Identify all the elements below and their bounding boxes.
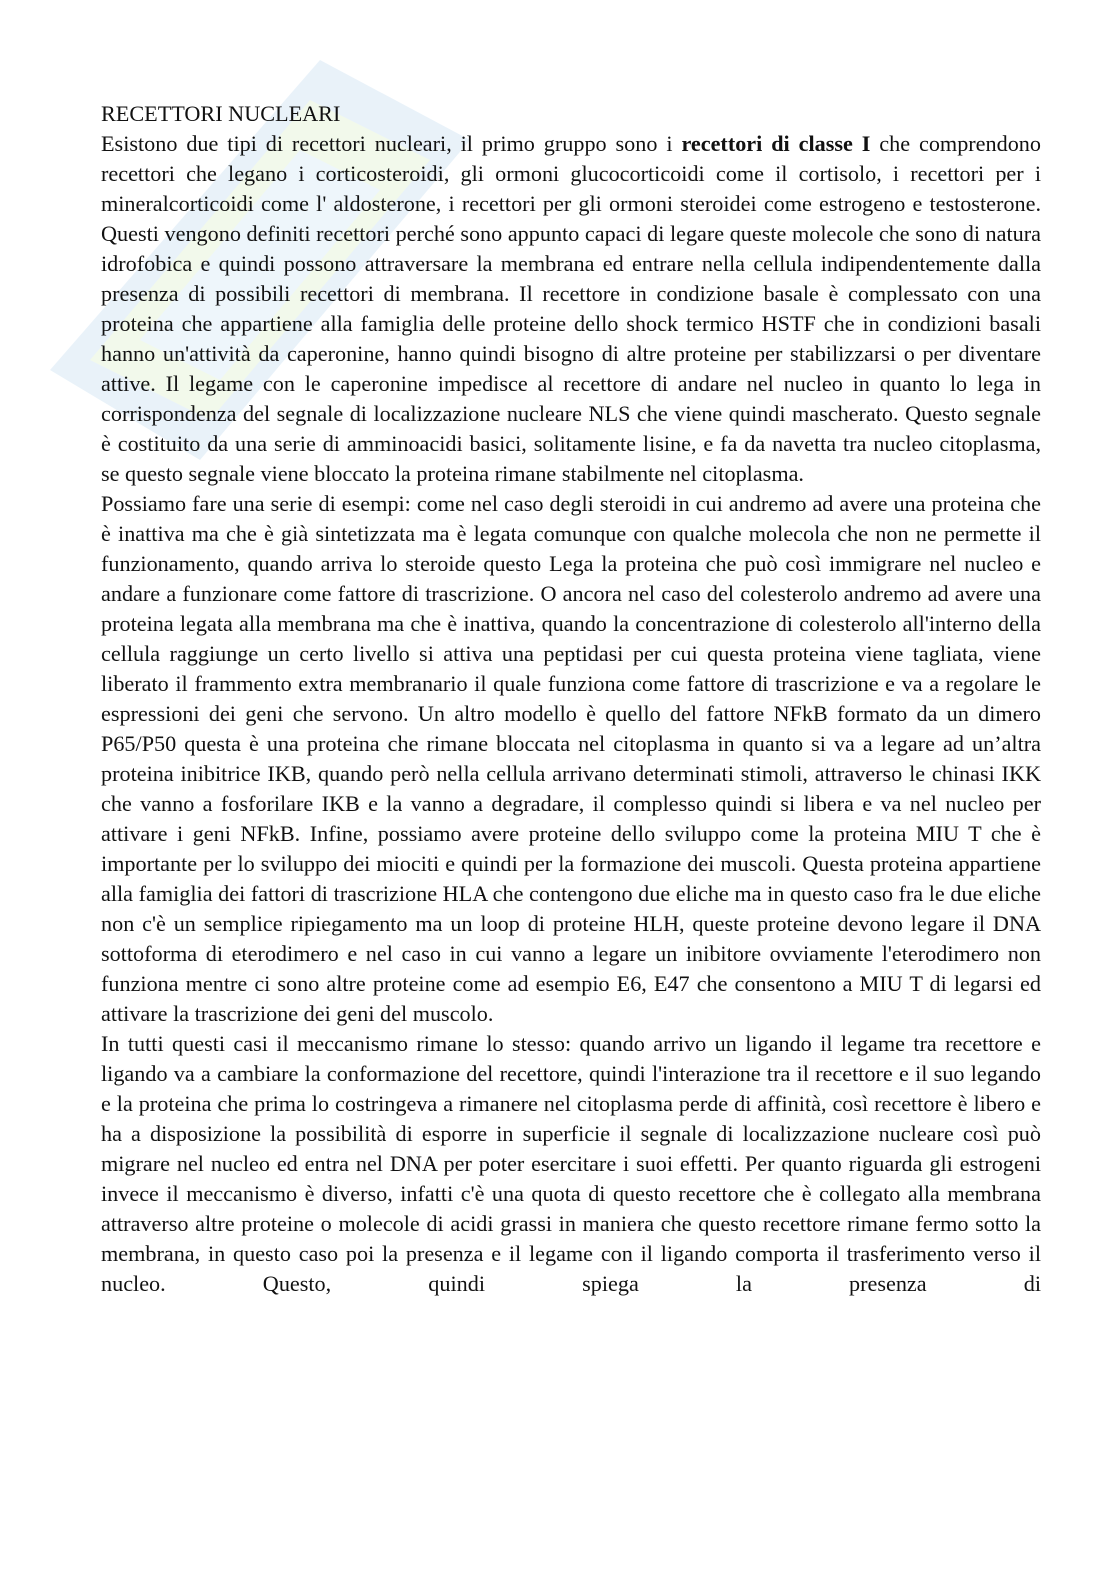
paragraph-2: Possiamo fare una serie di esempi: come nel caso degli steroidi in cui andremo ad avere una proteina che è inattiva ma che è già sintetizzata ma è legata comunque con qualche molecola che non ne permette il funzionamento, quando arriva lo steroide questo Lega la proteina che può così immigrare nel nucleo e andare a funzionare come fattore di trascrizione. O ancora nel caso del colesterolo andremo ad avere una proteina legata alla membrana ma che è inattiva, quando la concentrazione di colesterolo all'interno della cellula raggiunge un certo livello si attiva una peptidasi per cui questa proteina viene tagliata, viene liberato il frammento extra membranario il quale funziona come fattore di trascrizione e va a regolare le espressioni dei geni che servono. Un altro modello è quello del fattore NFkB formato da un dimero P65/P50 questa è una proteina che rimane bloccata nel citoplasma in quanto si va a legare ad un’altra proteina inibitrice IKB, quando però nella cellula arrivano determinati stimoli, attraverso le chinasi IKK che vanno a fosforilare IKB e la vanno a degradare, il complesso quindi si libera e va nel nucleo per attivare i geni NFkB. Infine, possiamo avere proteine dello sviluppo come la proteina MIU T che è importante per lo sviluppo dei miociti e quindi per la formazione dei muscoli. Questa proteina appartiene alla famiglia dei fattori di trascrizione HLA che contengono due eliche ma in questo caso fra le due eliche non c'è un semplice ripiegamento ma un loop di proteine HLH, queste proteine devono legare il DNA sottoforma di eterodimero e nel caso in cui vanno a legare un inibitore ovviamente l'eterodimero non funziona mentre ci sono altre proteine come ad esempio E6, E47 che consentono a MIU T di legarsi ed attivare la trascrizione dei geni del muscolo.	[101, 491, 1041, 1026]
paragraph-1-bold-term: recettori di classe I	[681, 131, 871, 156]
document-title: RECETTORI NUCLEARI	[101, 101, 341, 126]
paragraph-1	[101, 129, 1041, 489]
paragraph-1-body: che comprendono recettori che legano i corticosteroidi, gli ormoni glucocorticoidi come il cortisolo, i recettori per i mineralcorticoidi come l' aldosterone, i recettori per gli ormoni steroidei come estrogeno e testosterone. Questi vengono definiti recettori perché sono appunto capaci di legare queste molecole che sono di natura idrofobica e quindi possono attraversare la membrana ed entrare nella cellula indipendentemente dalla presenza di possibili recettori di membrana. Il recettore in condizione basale è complessato con una proteina che appartiene alla famiglia delle proteine dello shock termico HSTF che in condizioni basali hanno un'attività da caperonine, hanno quindi bisogno di altre proteine per stabilizzarsi o per diventare attive. Il legame con le caperonine impedisce al recettore di andare nel nucleo in quanto lo lega in corrispondenza del segnale di localizzazione nucleare NLS che viene quindi mascherato. Questo segnale è costituito da una serie di amminoacidi basici, solitamente lisine, e fa da navetta tra nucleo citoplasma, se questo segnale viene bloccato la proteina rimane stabilmente nel citoplasma.	[101, 131, 1041, 486]
paragraph-3: In tutti questi casi il meccanismo rimane lo stesso: quando arrivo un ligando il legame tra recettore e ligando va a cambiare la conformazione del recettore, quindi l'interazione tra il recettore e il suo legando e la proteina che prima lo costringeva a rimanere nel citoplasma perde di affinità, così recettore è libero e ha a disposizione la possibilità di esporre in superficie il segnale di localizzazione nucleare così può migrare nel nucleo ed entra nel DNA per poter esercitare i suoi effetti. Per quanto riguarda gli estrogeni invece il meccanismo è diverso, infatti c'è una quota di questo recettore che è collegato alla membrana attraverso altre proteine o molecole di acidi grassi in maniera che questo recettore rimane fermo sotto la membrana, in questo caso poi la presenza e il legame con il ligando comporta il trasferimento verso il nucleo. Questo, quindi spiega la presenza di	[101, 1031, 1041, 1296]
document-body	[101, 99, 1041, 1299]
paragraph-1-intro: Esistono due tipi di recettori nucleari, il primo gruppo sono i	[101, 131, 682, 156]
